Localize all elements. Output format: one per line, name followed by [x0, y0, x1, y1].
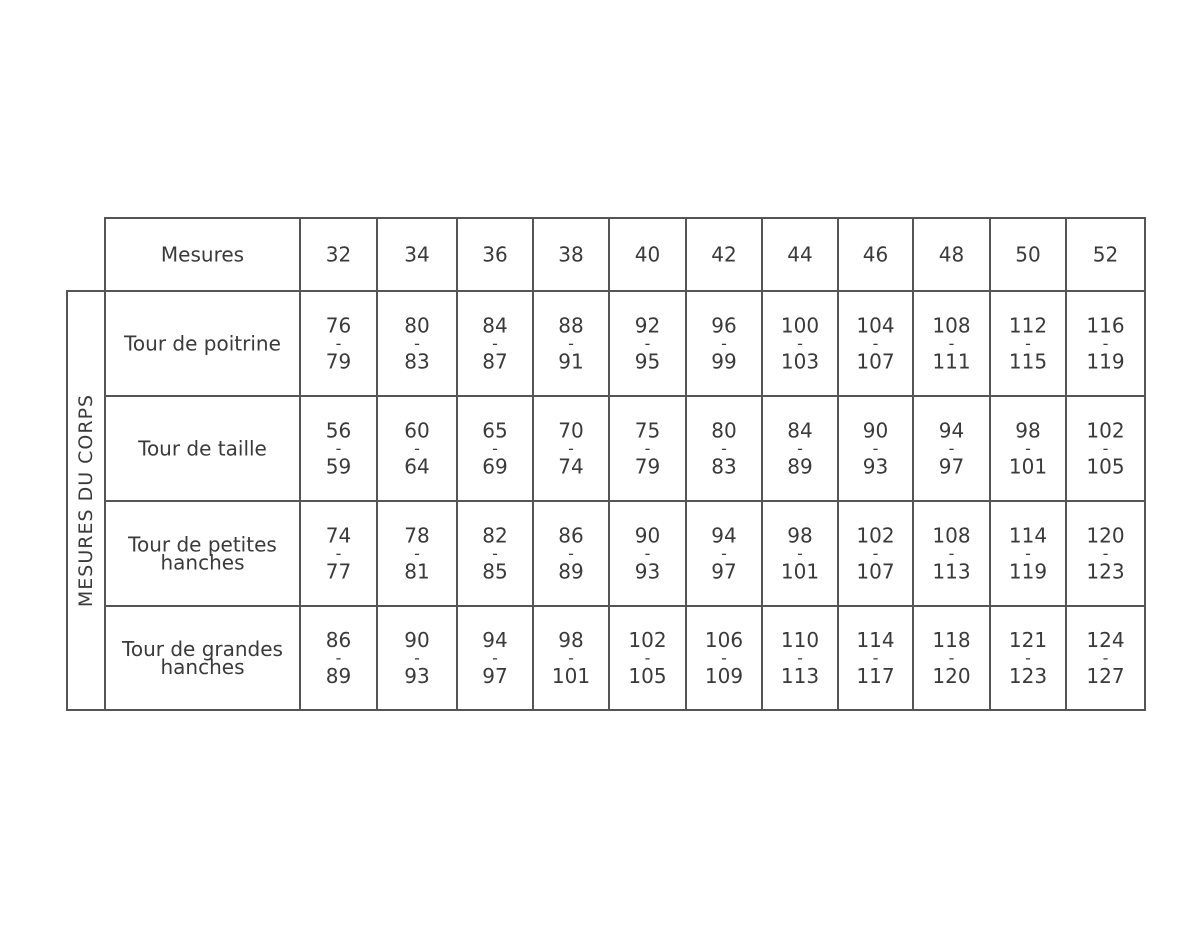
- range-separator: -: [1025, 648, 1031, 668]
- range-max: 93: [404, 664, 430, 688]
- range-min: 86: [325, 628, 352, 652]
- range-min: 108: [932, 523, 971, 548]
- range-max: 119: [1086, 349, 1125, 374]
- range-max: 120: [932, 664, 971, 688]
- range-max: 95: [634, 349, 661, 374]
- range-min: 75: [634, 418, 661, 443]
- range-separator: -: [1102, 439, 1109, 458]
- range-max: 89: [325, 664, 352, 688]
- range-max: 91: [558, 349, 584, 374]
- range-min: 108: [932, 313, 971, 338]
- range-separator: -: [721, 439, 727, 458]
- range-min: 106: [704, 628, 744, 652]
- range-max: 59: [325, 454, 352, 479]
- range-separator: -: [568, 544, 574, 563]
- range-min: 65: [482, 418, 508, 443]
- range-max: 127: [1086, 664, 1125, 688]
- range-separator: -: [492, 334, 498, 353]
- range-max: 87: [482, 349, 508, 374]
- range-max: 69: [482, 454, 508, 479]
- range-separator: -: [644, 334, 651, 353]
- range-min: 94: [482, 628, 508, 652]
- range-separator: -: [948, 439, 955, 458]
- row-label: Tour de taille: [138, 436, 267, 461]
- range-max: 109: [704, 664, 744, 688]
- range-separator: -: [414, 439, 420, 458]
- range-separator: -: [414, 544, 420, 563]
- range-min: 74: [325, 523, 352, 548]
- row-label: hanches: [160, 550, 245, 575]
- range-separator: -: [492, 439, 498, 458]
- range-separator: -: [644, 544, 651, 563]
- range-min: 98: [787, 523, 813, 548]
- range-min: 102: [1086, 418, 1125, 443]
- range-min: 86: [558, 523, 584, 548]
- range-separator: -: [948, 544, 955, 563]
- size-header-32: 32: [325, 242, 352, 267]
- range-min: 118: [932, 628, 971, 652]
- range-separator: -: [872, 439, 879, 458]
- range-min: 114: [1008, 523, 1048, 548]
- range-separator: -: [1025, 439, 1031, 458]
- range-max: 115: [1008, 349, 1048, 374]
- range-max: 113: [932, 559, 971, 584]
- range-max: 101: [780, 559, 820, 584]
- range-max: 111: [932, 349, 971, 374]
- range-max: 81: [404, 559, 430, 584]
- range-max: 64: [404, 454, 430, 479]
- range-min: 112: [1008, 313, 1048, 338]
- range-separator: -: [644, 648, 651, 668]
- row-label: hanches: [160, 655, 245, 679]
- range-separator: -: [797, 544, 803, 563]
- range-min: 98: [1015, 418, 1041, 443]
- size-header-50: 50: [1015, 242, 1041, 267]
- range-min: 110: [780, 628, 820, 652]
- range-min: 90: [404, 628, 430, 652]
- range-max: 79: [325, 349, 352, 374]
- size-header-48: 48: [938, 242, 965, 267]
- range-min: 98: [558, 628, 584, 652]
- range-min: 120: [1086, 523, 1125, 548]
- range-max: 105: [628, 664, 667, 688]
- range-separator: -: [797, 334, 803, 353]
- row-label: Tour de grandes: [122, 637, 283, 661]
- range-min: 90: [634, 523, 661, 548]
- range-max: 107: [856, 349, 895, 374]
- range-separator: -: [644, 439, 651, 458]
- range-min: 88: [558, 313, 584, 338]
- range-separator: -: [1102, 648, 1109, 668]
- range-max: 103: [780, 349, 820, 374]
- range-min: 102: [856, 523, 895, 548]
- range-min: 121: [1008, 628, 1048, 652]
- range-separator: -: [872, 334, 879, 353]
- header-label: Mesures: [160, 242, 245, 267]
- range-separator: -: [335, 544, 342, 563]
- range-separator: -: [1025, 334, 1031, 353]
- range-separator: -: [568, 334, 574, 353]
- range-separator: -: [1102, 334, 1109, 353]
- range-min: 80: [404, 313, 430, 338]
- range-max: 77: [325, 559, 352, 584]
- range-separator: -: [492, 648, 498, 668]
- range-separator: -: [568, 439, 574, 458]
- range-max: 123: [1008, 664, 1048, 688]
- range-max: 89: [558, 559, 584, 584]
- range-separator: -: [335, 439, 342, 458]
- range-separator: -: [335, 334, 342, 353]
- range-separator: -: [414, 648, 420, 668]
- range-separator: -: [872, 544, 879, 563]
- range-min: 82: [482, 523, 508, 548]
- range-min: 84: [787, 418, 813, 443]
- range-max: 105: [1086, 454, 1125, 479]
- row-label: Tour de petites: [128, 532, 277, 557]
- range-min: 60: [404, 418, 430, 443]
- range-min: 56: [325, 418, 352, 443]
- range-separator: -: [948, 648, 955, 668]
- range-max: 79: [634, 454, 661, 479]
- size-header-52: 52: [1092, 242, 1119, 267]
- size-header-42: 42: [711, 242, 737, 267]
- size-header-36: 36: [482, 242, 508, 267]
- size-header-34: 34: [404, 242, 430, 267]
- range-max: 83: [711, 454, 737, 479]
- size-header-44: 44: [787, 242, 813, 267]
- range-separator: -: [1025, 544, 1031, 563]
- range-min: 94: [711, 523, 737, 548]
- range-max: 113: [780, 664, 820, 688]
- range-separator: -: [948, 334, 955, 353]
- range-max: 101: [1008, 454, 1048, 479]
- range-min: 78: [404, 523, 430, 548]
- range-min: 92: [634, 313, 661, 338]
- range-separator: -: [1102, 544, 1109, 563]
- range-separator: -: [721, 334, 727, 353]
- range-max: 74: [558, 454, 584, 479]
- range-min: 80: [711, 418, 737, 443]
- range-max: 123: [1086, 559, 1125, 584]
- range-separator: -: [568, 648, 574, 668]
- range-min: 104: [856, 313, 895, 338]
- range-max: 107: [856, 559, 895, 584]
- size-header-38: 38: [558, 242, 584, 267]
- range-max: 119: [1008, 559, 1048, 584]
- range-max: 83: [404, 349, 430, 374]
- range-max: 93: [634, 559, 661, 584]
- range-min: 114: [856, 628, 895, 652]
- range-min: 96: [711, 313, 737, 338]
- range-separator: -: [414, 334, 420, 353]
- row-label: Tour de poitrine: [124, 331, 281, 356]
- range-min: 70: [558, 418, 584, 443]
- range-separator: -: [797, 439, 803, 458]
- range-max: 93: [862, 454, 889, 479]
- range-separator: -: [721, 648, 727, 668]
- range-max: 117: [856, 664, 895, 688]
- range-separator: -: [492, 544, 498, 563]
- range-min: 124: [1086, 628, 1125, 652]
- range-max: 101: [551, 664, 591, 688]
- size-header-46: 46: [862, 242, 889, 267]
- range-separator: -: [872, 648, 879, 668]
- range-max: 99: [711, 349, 737, 374]
- range-max: 97: [938, 454, 965, 479]
- range-max: 85: [482, 559, 508, 584]
- range-max: 89: [787, 454, 813, 479]
- range-min: 102: [628, 628, 667, 652]
- range-max: 97: [482, 664, 508, 688]
- range-min: 76: [325, 313, 352, 338]
- range-min: 94: [938, 418, 965, 443]
- range-min: 84: [482, 313, 508, 338]
- range-separator: -: [721, 544, 727, 563]
- range-min: 90: [862, 418, 889, 443]
- range-max: 97: [711, 559, 737, 584]
- range-separator: -: [335, 648, 342, 668]
- size-header-40: 40: [634, 242, 661, 267]
- range-separator: -: [797, 648, 803, 668]
- range-min: 116: [1086, 313, 1125, 338]
- side-label: MESURES DU CORPS: [75, 393, 97, 608]
- range-min: 100: [780, 313, 820, 338]
